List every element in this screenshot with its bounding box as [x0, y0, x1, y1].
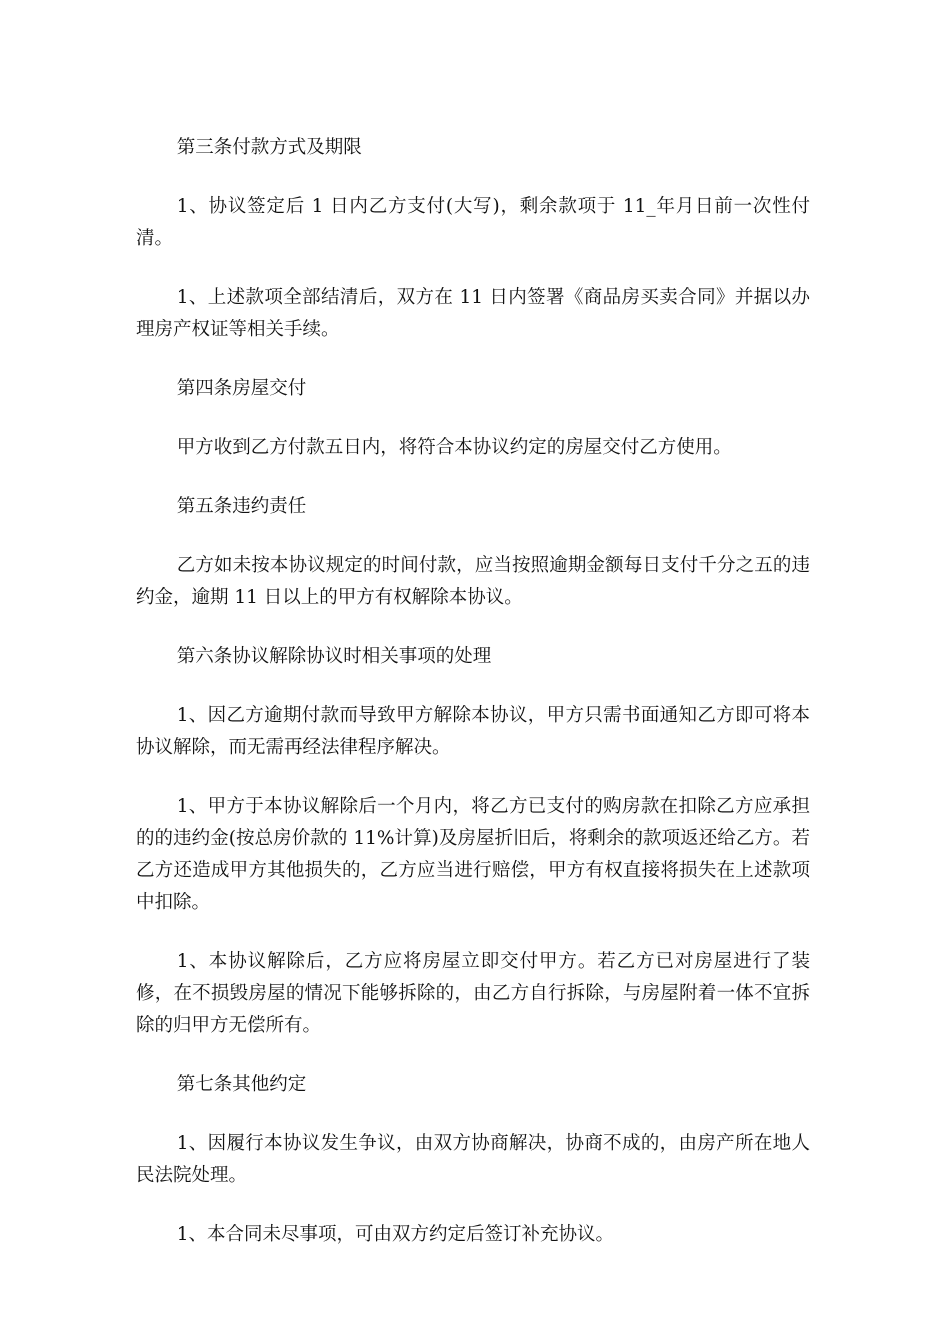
section-heading-article-5: 第五条违约责任	[176, 496, 307, 517]
document-body	[136, 132, 810, 1278]
section-heading-article-6: 第六条协议解除协议时相关事项的处理	[176, 646, 492, 667]
paragraph-termination-1: 1、因乙方逾期付款而导致甲方解除本协议，甲方只需书面通知乙方即可将本协议解除，而无需再经法律程序解决。	[136, 705, 810, 758]
paragraph-termination-3: 1、本协议解除后，乙方应将房屋立即交付甲方。若乙方已对房屋进行了装修，在不损毁房屋的情况下能够拆除的，由乙方自行拆除，与房屋附着一体不宜拆除的归甲方无偿所有。	[136, 951, 810, 1036]
section-heading-article-3: 第三条付款方式及期限	[176, 137, 362, 158]
paragraph-other-2: 1、本合同未尽事项，可由双方约定后签订补充协议。	[176, 1224, 614, 1245]
paragraph-other-1: 1、因履行本协议发生争议，由双方协商解决，协商不成的，由房产所在地人民法院处理。	[136, 1133, 810, 1186]
paragraph-payment-2: 1、上述款项全部结清后，双方在 11 日内签署《商品房买卖合同》并据以办理房产权证等相关手续。	[136, 287, 810, 340]
paragraph-payment-1: 1、协议签定后 1 日内乙方支付(大写)，剩余款项于 11_年月日前一次性付清。	[136, 196, 810, 249]
paragraph-breach: 乙方如未按本协议规定的时间付款，应当按照逾期金额每日支付千分之五的违约金，逾期 11 日以上的甲方有权解除本协议。	[136, 555, 810, 608]
paragraph-termination-2: 1、甲方于本协议解除后一个月内，将乙方已支付的购房款在扣除乙方应承担的的违约金(按总房价款的 11%计算)及房屋折旧后，将剩余的款项返还给乙方。若乙方还造成甲方其他损失的，乙方应当进行赔偿，甲方有权直接将损失在上述款项中扣除。	[136, 796, 810, 913]
section-heading-article-4: 第四条房屋交付	[176, 378, 307, 399]
section-heading-article-7: 第七条其他约定	[176, 1074, 307, 1095]
paragraph-delivery: 甲方收到乙方付款五日内，将符合本协议约定的房屋交付乙方使用。	[176, 437, 732, 458]
